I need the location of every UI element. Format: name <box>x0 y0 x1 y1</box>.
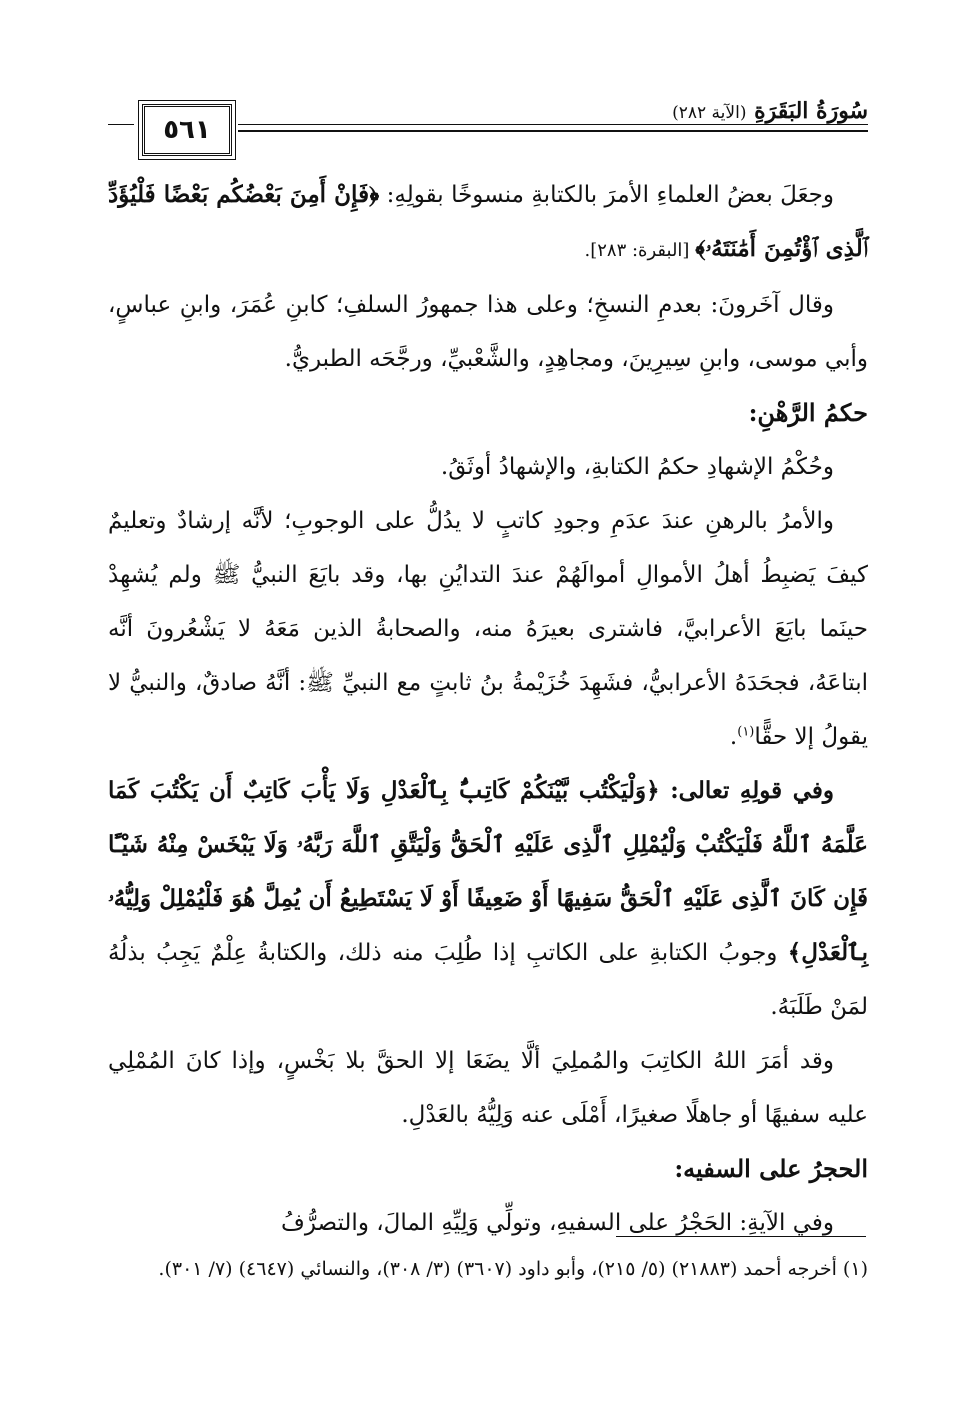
footnote-separator <box>616 1236 866 1237</box>
ayah-reference: (الآية ٢٨٢) <box>672 103 747 123</box>
paragraph-interdiction: وفي الآيةِ: الحَجْرُ على السفيهِ، وتولِّي وَلِيِّهِ المالَ، والتصرُّفُ <box>281 1210 834 1236</box>
section-heading-pledge: حكمُ الرَّهْنِ: <box>748 398 868 427</box>
verse-reference: [البقرة: ٢٨٣]. <box>584 240 696 261</box>
paragraph-pledge-ruling <box>108 494 868 764</box>
page-number: ٥٦١ <box>142 104 232 156</box>
quran-verse: ﴿وَلْيَكْتُب بَّيْنَكُمْ كَاتِبٌۢ بِٱلْعَدْلِ وَلَا يَأْبَ كَاتِبٌ أَن يَكْتُبَ كَمَا عَلَّمَهُ ٱللَّهُ فَلْيَكْتُبْ وَلْيُمْلِلِ ٱلَّذِى عَلَيْهِ ٱلْحَقُّ وَلْيَتَّقِ ٱللَّهَ رَبَّهُۥ وَلَا يَبْخَسْ مِنْهُ شَيْـًٔا فَإِن كَانَ ٱلَّذِى عَلَيْهِ ٱلْحَقُّ سَفِيهًا أَوْ ضَعِيفًا أَوْ لَا يَسْتَطِيعُ أَن يُمِلَّ هُوَ فَلْيُمْلِلْ وَلِيُّهُۥ بِٱلْعَدْلِ﴾ <box>108 777 869 966</box>
paragraph-dictation: وقد أمَرَ اللهُ الكاتِبَ والمُملِيَ ألَّا يضَعَا إلا الحقَّ بلا بَخْسٍ، وإذا كانَ المُمْلِي عليه سفيهًا أو جاهلًا صغيرًا، أَمْلَى عنه وَلِيُّهُ بالعَدْلِ. <box>108 1048 868 1128</box>
surah-title: سُورَةُ البَقَرَةِ <box>754 98 868 124</box>
paragraph-text: وجوبُ الكتابةِ على الكاتبِ إذا طُلِبَ منه ذلك، والكتابةُ عِلْمٌ يَجِبُ بذلُهُ لمَنْ طَلَبَهُ. <box>108 940 868 1020</box>
quran-verse: ﴿فَإِنْ أَمِنَ بَعْضُكُم بَعْضًا فَلْيُؤَدِّ ٱلَّذِى ٱؤْتُمِنَ أَمَٰنَتَهُۥ﴾ <box>108 181 868 262</box>
section-heading-interdiction: الحجرُ على السفيه: <box>674 1154 868 1183</box>
footnote-1: (١) أخرجه أحمد (٢١٨٨٣) (٥/ ٢١٥)، وأبو داود (٣٦٠٧) (٣/ ٣٠٨)، والنسائي (٤٦٤٧) (٧/ ٣٠١). <box>158 1258 868 1280</box>
paragraph-end: . <box>729 724 738 750</box>
page-header <box>108 98 868 156</box>
paragraph-witnessing: وحُكْمُ الإشهادِ حكمُ الكتابةِ، والإشهادُ أوثَقُ. <box>440 454 834 480</box>
header-rule-top <box>238 124 868 125</box>
main-text <box>108 168 868 1250</box>
lead-phrase: وفي قولِهِ تعالى: <box>659 777 834 804</box>
footnote-marker[interactable]: (١) <box>737 724 755 740</box>
paragraph-abrogation <box>108 168 868 278</box>
paragraph-text: وجعَلَ بعضُ العلماءِ الأمرَ بالكتابةِ منسوخًا بقولِهِ: <box>379 182 834 208</box>
paragraph-text: والأمرُ بالرهنِ عندَ عدَمِ وجودِ كاتبٍ لا يدُلُّ على الوجوبِ؛ لأنَّه إرشادٌ وتعليمٌ كيفَ يَضبِطُ أهلُ الأموالِ أموالَهُمْ عندَ التدايُنِ بها، وقد بايَعَ النبيُّ ﷺ ولم يُشهِدْ حينَما بايَعَ الأعرابيَّ، فاشترى بعيرَهُ منه، والصحابةُ الذين مَعَهُ لا يَشْعُرونَ أنَّه ابتاعَهُ، فجحَدَهُ الأعرابيُّ، فشَهِدَ خُزَيْمةُ بنُ ثابتٍ مع النبيِّ ﷺ: أنَّهُ صادقٌ، والنبيُّ لا يقولُ إلا حقًّا <box>108 508 868 750</box>
header-rule-bottom <box>238 130 868 132</box>
footnotes <box>108 1252 868 1286</box>
paragraph-no-abrogation: وقال آخَرونَ: بعدمِ النسخِ؛ وعلى هذا جمهورُ السلفِ؛ كابنِ عُمَرَ، وابنِ عباسٍ، وأبي موسى، وابنِ سِيرِينَ، ومجاهِدٍ، والشَّعْبيِّ، ورجَّحَه الطبريُّ. <box>108 292 868 372</box>
running-title <box>662 98 868 124</box>
paragraph-writing-duty <box>108 764 868 1034</box>
header-rule-left <box>108 124 134 125</box>
